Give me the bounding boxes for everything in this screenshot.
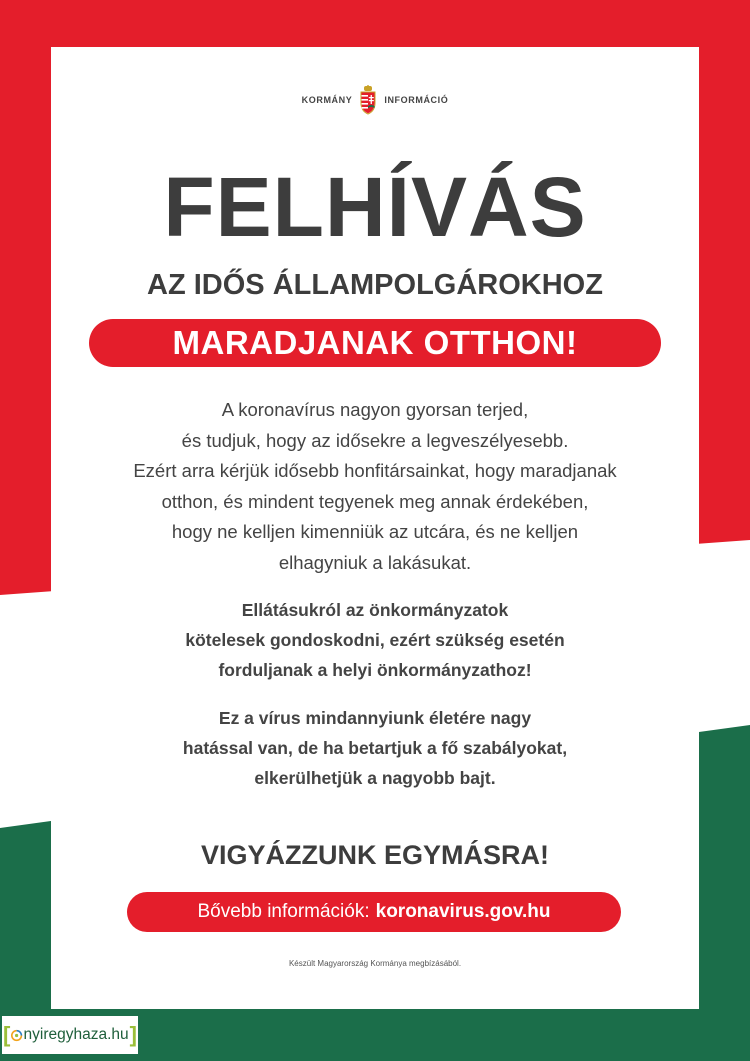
page-title: FELHÍVÁS <box>163 160 587 254</box>
paragraph-line: otthon, és mindent tegyenek meg annak érdekében, <box>161 490 589 512</box>
paragraph-line: és tudjuk, hogy az idősekre a legveszélyesebb. <box>181 429 569 451</box>
badge-right-bracket: ] <box>129 1022 137 1047</box>
paragraph-follow-rules <box>71 703 679 793</box>
badge-text: nyiregyhaza.hu <box>23 1026 129 1043</box>
more-info-link[interactable]: koronavirus.gov.hu <box>375 901 551 922</box>
header-left-text: KORMÁNY <box>301 95 353 105</box>
stay-home-text: MARADJANAK OTTHON! <box>172 324 578 361</box>
more-info-label: Bővebb információk: <box>197 901 370 922</box>
paragraph-line: hogy ne kelljen kimenniük az utcára, és ne kelljen <box>171 521 579 542</box>
paragraph-line: hatással van, de ha betartjuk a fő szabályokat, <box>182 738 568 758</box>
notice-card <box>51 47 699 1009</box>
site-badge[interactable] <box>2 1016 138 1054</box>
paragraph-line: A koronavírus nagyon gyorsan terjed, <box>221 399 529 420</box>
coat-of-arms-icon <box>358 85 378 115</box>
closing-slogan: VIGYÁZZUNK EGYMÁSRA! <box>200 840 549 870</box>
paragraph-line: kötelesek gondoskodni, ezért szükség esetén <box>185 630 565 650</box>
page-subtitle: AZ IDŐS ÁLLAMPOLGÁROKHOZ <box>147 269 603 301</box>
more-info-banner[interactable] <box>127 892 621 932</box>
paragraph-municipal-care <box>71 595 679 685</box>
paragraph-virus-warning <box>71 395 679 578</box>
paragraph-line: Ez a vírus mindannyiunk életére nagy <box>218 708 532 728</box>
paragraph-line: elhagyniuk a lakásukat. <box>278 551 472 573</box>
government-info-header <box>51 85 699 115</box>
paragraph-line: Ellátásukról az önkormányzatok <box>241 600 509 620</box>
paragraph-line: Ezért arra kérjük idősebb honfitársainkat, hogy maradjanak <box>133 460 617 481</box>
badge-left-bracket: [ <box>3 1022 11 1047</box>
paragraph-line: elkerülhetjük a nagyobb bajt. <box>254 768 496 788</box>
header-right-text: INFORMÁCIÓ <box>384 95 449 105</box>
footnote: Készült Magyarország Kormánya megbízásából. <box>288 959 462 968</box>
stay-home-banner <box>89 319 661 367</box>
nyiregyhaza-logo-icon <box>11 1029 22 1042</box>
paragraph-line: forduljanak a helyi önkormányzathoz! <box>218 660 532 680</box>
